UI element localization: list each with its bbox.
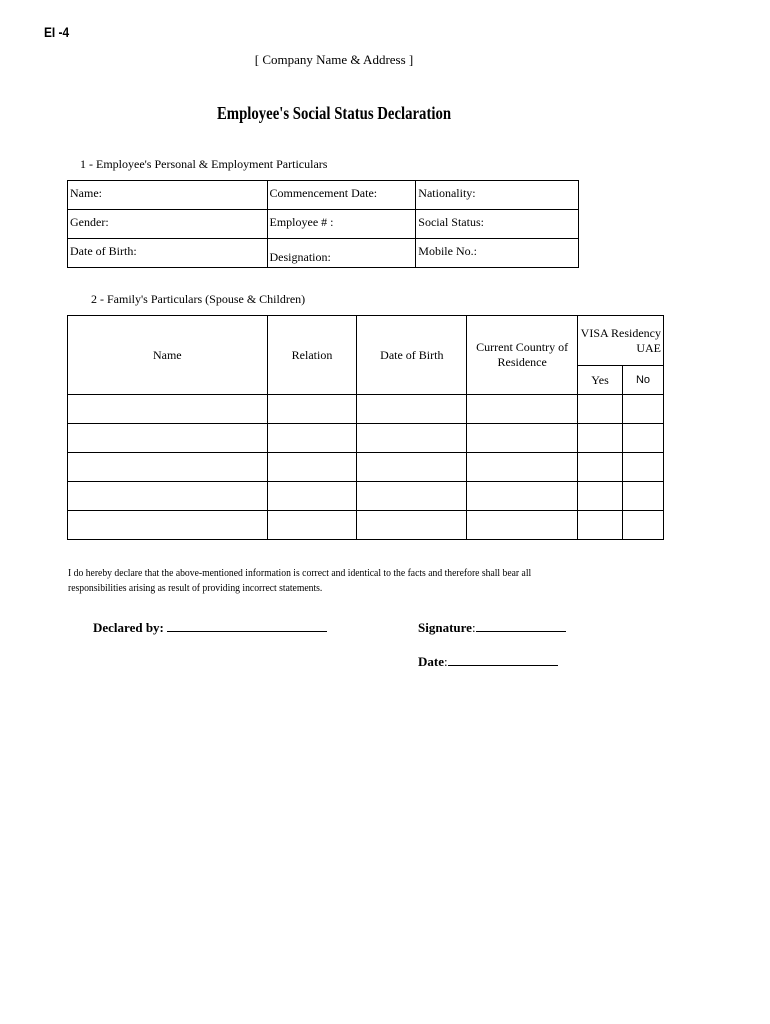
field-label: Designation: xyxy=(269,250,331,264)
field-label: Employee # : xyxy=(269,215,334,229)
visa-yes-cell[interactable] xyxy=(578,424,623,453)
country-cell[interactable] xyxy=(467,482,578,511)
name-cell[interactable] xyxy=(68,482,268,511)
visa-no-cell[interactable] xyxy=(623,482,664,511)
field-label: Gender: xyxy=(70,215,109,229)
name-cell[interactable] xyxy=(68,511,268,540)
employee-particulars-table xyxy=(67,180,579,268)
date-line[interactable] xyxy=(448,653,558,666)
name-cell[interactable] xyxy=(68,395,268,424)
date-label: Date xyxy=(418,654,444,669)
relation-cell[interactable] xyxy=(267,395,357,424)
family-particulars-table xyxy=(67,315,664,540)
table-header-row xyxy=(68,316,664,366)
document-title: Employee's Social Status Declaration xyxy=(216,103,452,123)
relation-cell[interactable] xyxy=(267,482,357,511)
name-cell[interactable] xyxy=(68,424,268,453)
field-label: Mobile No.: xyxy=(418,244,477,258)
relation-cell[interactable] xyxy=(267,511,357,540)
name-field[interactable] xyxy=(68,181,268,210)
table-row xyxy=(68,210,579,239)
visa-yes-cell[interactable] xyxy=(578,482,623,511)
date-of-birth-field[interactable] xyxy=(68,239,268,268)
country-cell[interactable] xyxy=(467,395,578,424)
signature-label: Signature xyxy=(418,620,472,635)
section-2-heading: 2 - Family's Particulars (Spouse & Children) xyxy=(91,292,306,306)
gender-field[interactable] xyxy=(68,210,268,239)
visa-no-cell[interactable] xyxy=(623,395,664,424)
mobile-number-field[interactable] xyxy=(416,239,579,268)
signature-line[interactable] xyxy=(476,619,566,632)
visa-no-cell[interactable] xyxy=(623,424,664,453)
dob-cell[interactable] xyxy=(357,395,467,424)
table-row xyxy=(68,453,664,482)
visa-no-cell[interactable] xyxy=(623,453,664,482)
dob-cell[interactable] xyxy=(357,482,467,511)
country-cell[interactable] xyxy=(467,511,578,540)
column-header-yes: Yes xyxy=(578,366,623,395)
table-row xyxy=(68,239,579,268)
declared-by-line[interactable] xyxy=(167,619,327,632)
relation-cell[interactable] xyxy=(267,453,357,482)
declared-by-label: Declared by: xyxy=(93,620,168,635)
field-label: Social Status: xyxy=(418,215,484,229)
country-cell[interactable] xyxy=(467,453,578,482)
dob-cell[interactable] xyxy=(357,511,467,540)
column-header-name: Name xyxy=(68,316,268,395)
form-code: EI -4 xyxy=(44,24,70,40)
field-label: Name: xyxy=(70,186,102,200)
dob-cell[interactable] xyxy=(357,424,467,453)
column-header-date-of-birth: Date of Birth xyxy=(357,316,467,395)
relation-cell[interactable] xyxy=(267,424,357,453)
employee-number-field[interactable] xyxy=(267,210,416,239)
dob-cell[interactable] xyxy=(357,453,467,482)
declaration-text: I do hereby declare that the above-mentioned information is correct and identical to the facts and therefore shall bear all responsibilities arising as result of providing incorrect statements. xyxy=(68,568,532,594)
column-header-relation: Relation xyxy=(267,316,357,395)
social-status-field[interactable] xyxy=(416,210,579,239)
field-label: Commencement Date: xyxy=(269,186,378,200)
signature-row: Signature: xyxy=(418,619,566,637)
visa-yes-cell[interactable] xyxy=(578,453,623,482)
date-row: Date: xyxy=(418,653,558,671)
name-cell[interactable] xyxy=(68,453,268,482)
table-row xyxy=(68,511,664,540)
table-row xyxy=(68,395,664,424)
designation-field[interactable] xyxy=(267,239,416,268)
country-cell[interactable] xyxy=(467,424,578,453)
column-header-no: No xyxy=(623,366,664,395)
section-1-heading: 1 - Employee's Personal & Employment Particulars xyxy=(80,157,328,171)
visa-no-cell[interactable] xyxy=(623,511,664,540)
field-label: Nationality: xyxy=(418,186,476,200)
field-label: Date of Birth: xyxy=(70,244,137,258)
column-header-visa-residency: VISA Residency UAE xyxy=(578,316,664,366)
company-name-placeholder: [ Company Name & Address ] xyxy=(254,52,414,67)
column-header-country: Current Country of Residence xyxy=(467,316,578,395)
visa-yes-cell[interactable] xyxy=(578,395,623,424)
declared-by-row xyxy=(93,619,327,637)
table-row xyxy=(68,482,664,511)
commencement-date-field[interactable] xyxy=(267,181,416,210)
table-row xyxy=(68,181,579,210)
visa-yes-cell[interactable] xyxy=(578,511,623,540)
nationality-field[interactable] xyxy=(416,181,579,210)
table-row xyxy=(68,424,664,453)
